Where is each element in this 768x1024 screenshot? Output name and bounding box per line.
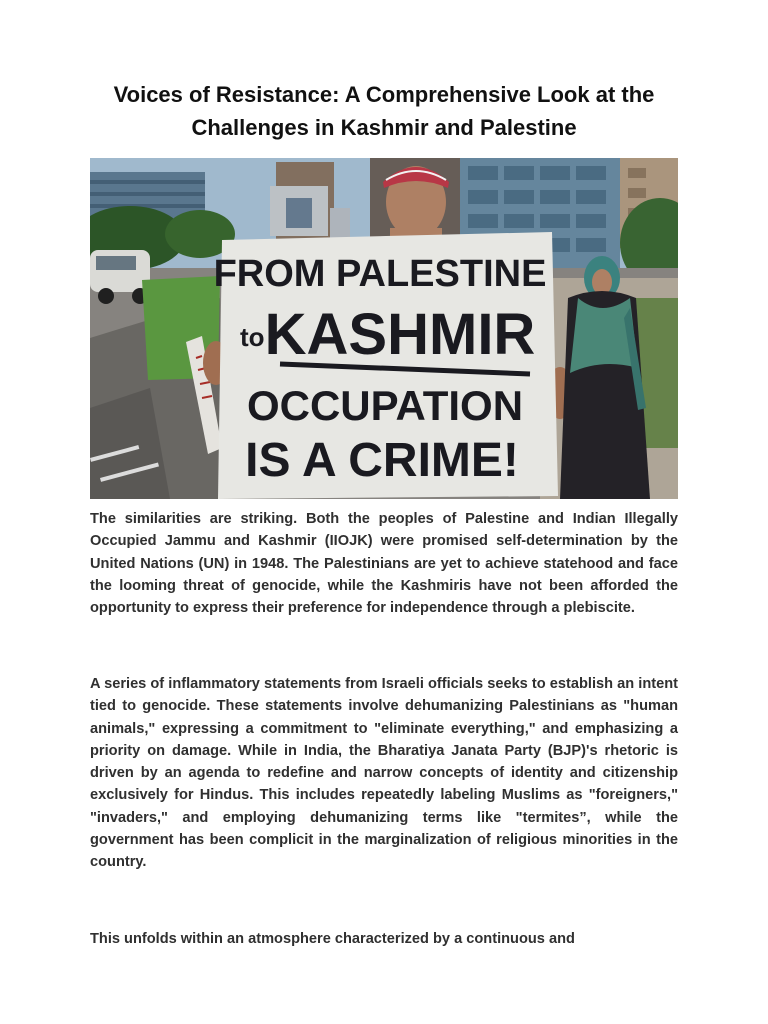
sign-line-2: KASHMIR (264, 302, 536, 367)
paragraph-1: The similarities are striking. Both the peoples of Palestine and Indian Illegally Occupied Jammu and Kashmir (IIOJK) were promised self-determination by the United Nations (UN) in 1948. The Palestinians are yet to achieve statehood and face the looming threat of genocide, while the Kashmiris have not been afforded the opportunity to express their preference for independence through a plebiscite. (90, 511, 678, 617)
sign-line-4: IS A CRIME! (245, 434, 519, 487)
protest-photo (90, 158, 678, 499)
sign-line-3: OCCUPATION (246, 382, 524, 429)
sign-line-2-prefix: to (240, 322, 265, 352)
sign-line-1: FROM PALESTINE (213, 253, 547, 295)
document-title: Voices of Resistance: A Comprehensive Look at the Challenges in Kashmir and Palestine (113, 82, 655, 140)
paragraph-3: This unfolds within an atmosphere characterized by a continuous and (90, 931, 575, 947)
paragraph-2: A series of inflammatory statements from Israeli officials seeks to establish an intent tied to genocide. These statements involve dehumanizing Palestinians as "human animals," expressing a commitment to "eliminate everything," and emphasizing a priority on damage. While in India, the Bharatiya Janata Party (BJP)'s rhetoric is driven by an agenda to redefine and narrow concepts of identity and citizenship exclusively for Hindus. This includes repeatedly labeling Muslims as "foreigners," "invaders," and employing dehumanizing terms like "termites”, while the government has been complicit in the marginalization of religious minorities in the country. (90, 676, 678, 871)
